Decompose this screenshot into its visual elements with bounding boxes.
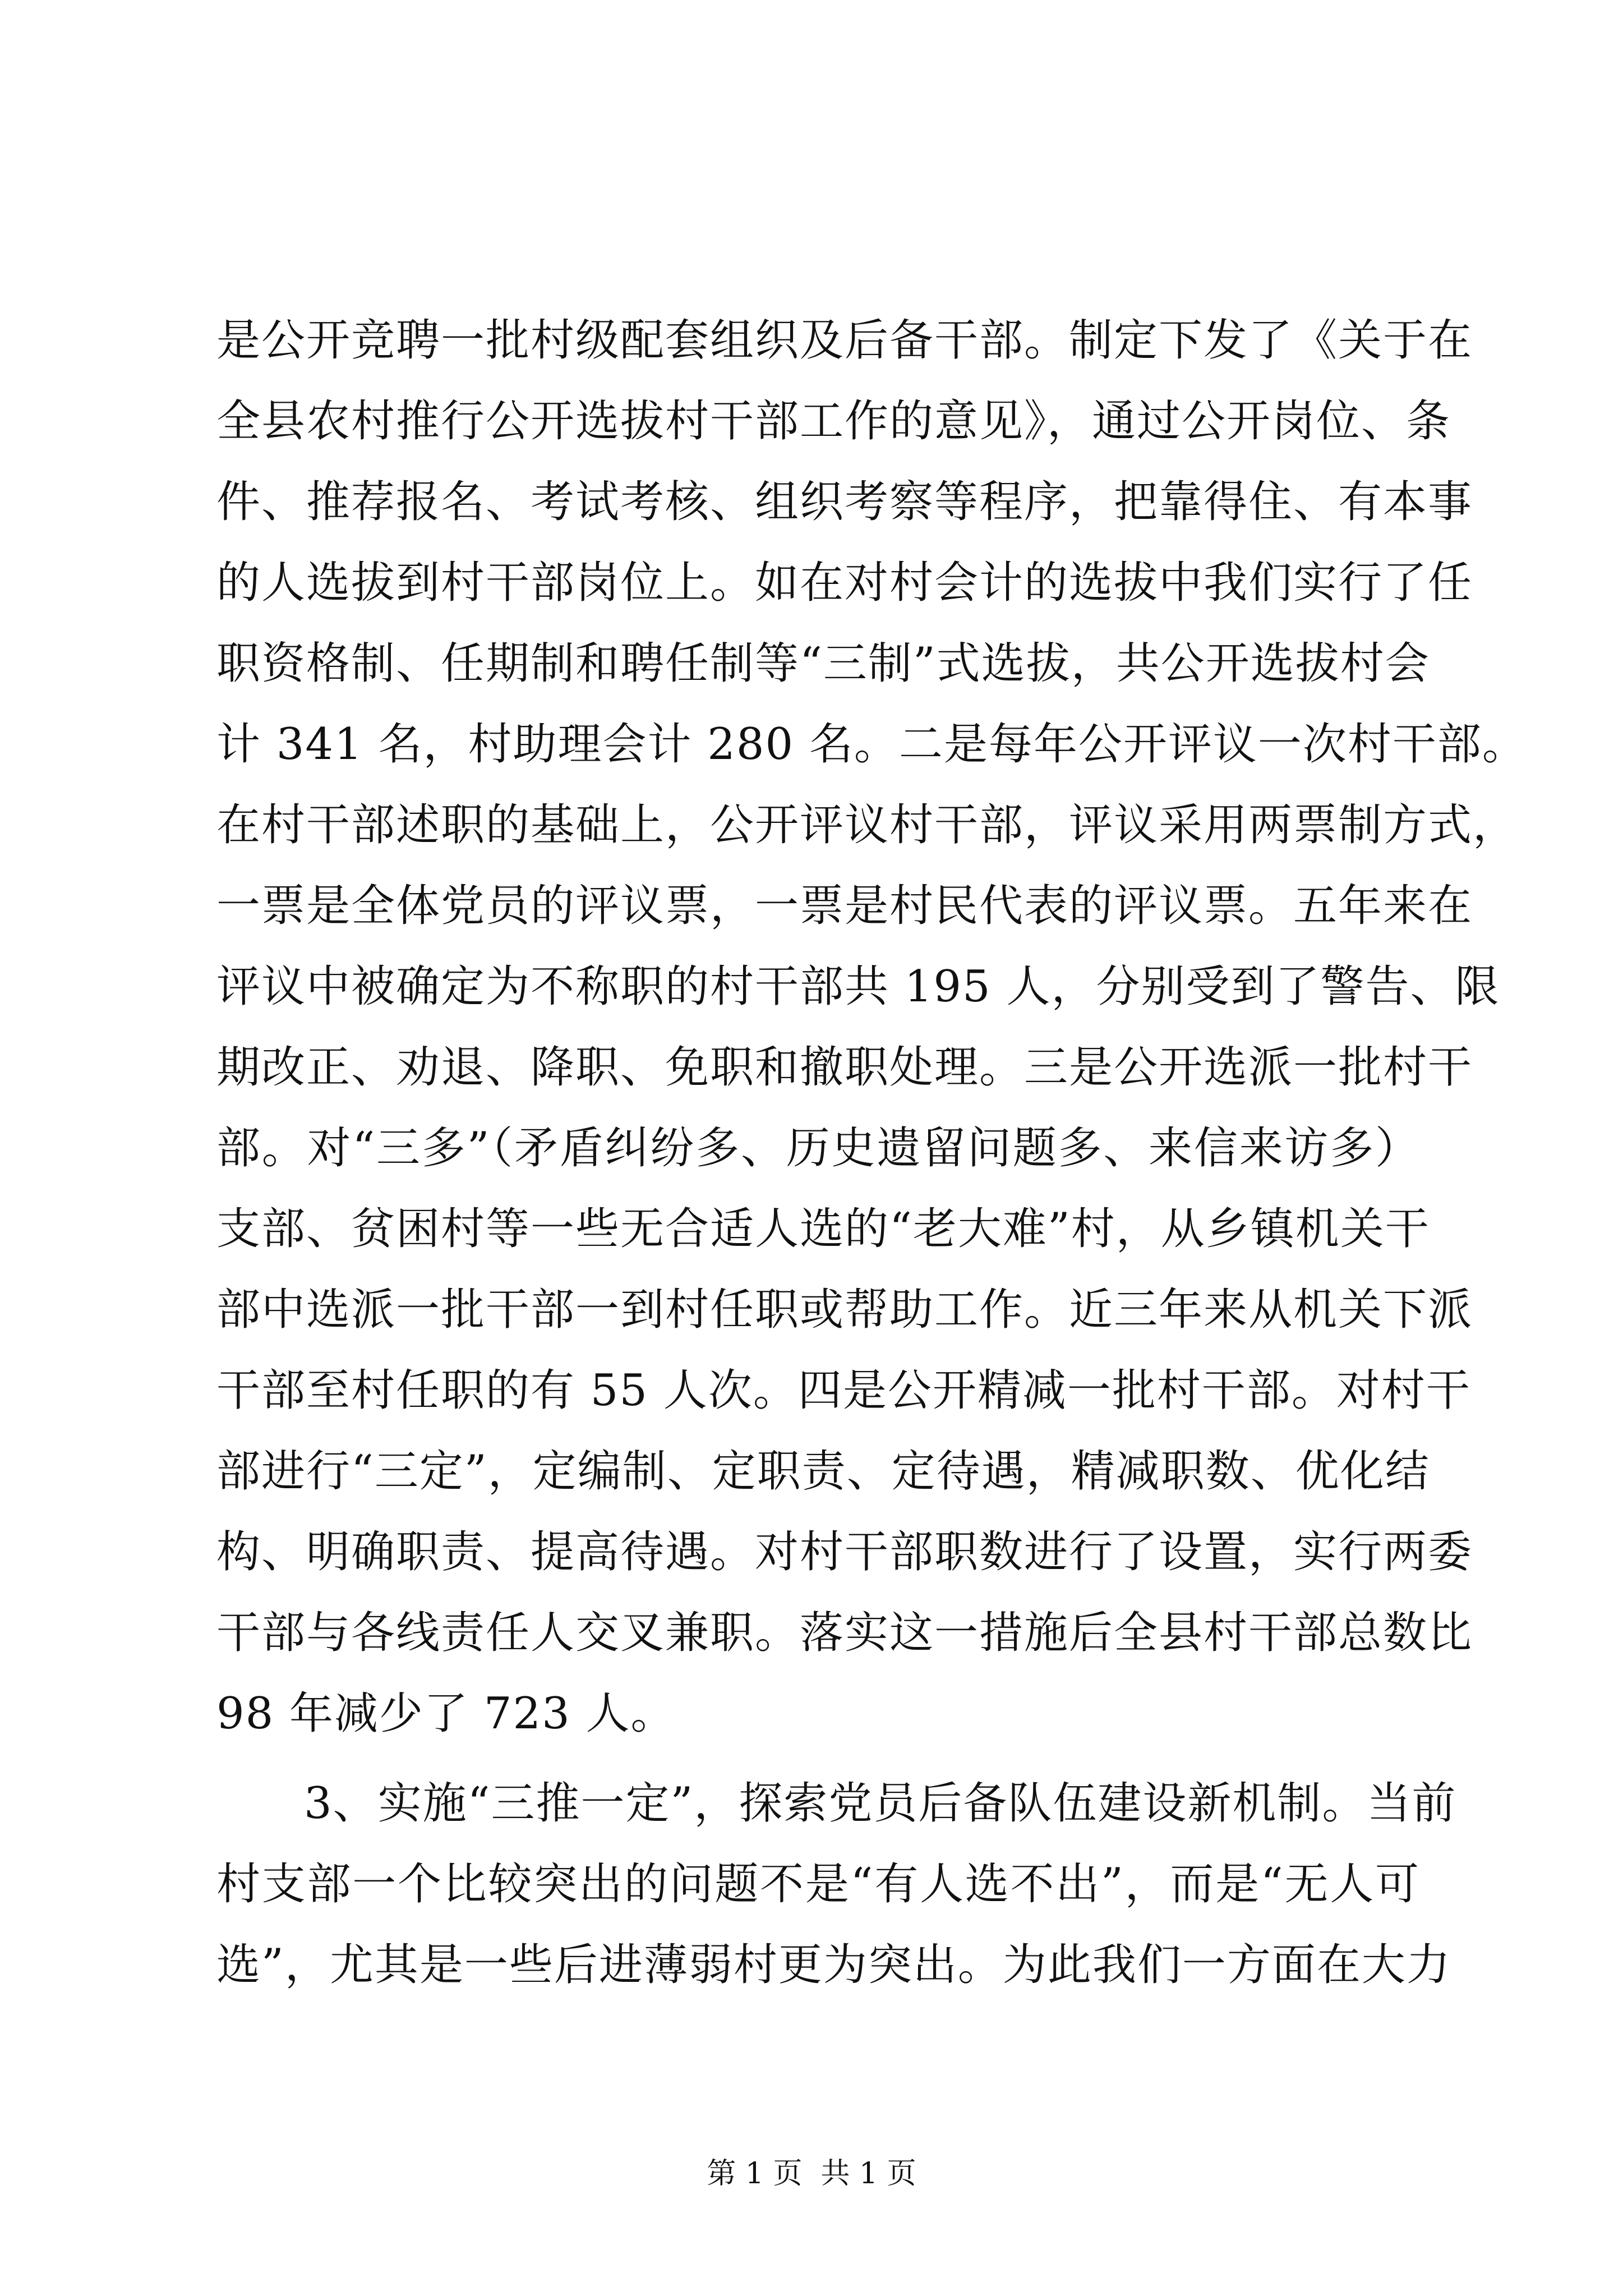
- text-line: 评议中被确定为不称职的村干部共 195 人，分别受到了警告、限: [216, 961, 1500, 1012]
- text-line: 部中选派一批干部一到村任职或帮助工作。近三年来从机关下派: [216, 1285, 1473, 1335]
- text-line: 村支部一个比较突出的问题不是“有人选不出”，而是“无人可: [216, 1859, 1420, 1910]
- text-line: 是公开竞聘一批村级配套组织及后备干部。制定下发了《关于在: [216, 315, 1473, 366]
- text-line: 构、明确职责、提高待遇。对村干部职数进行了设置，实行两委: [216, 1527, 1473, 1577]
- text-line: 的人选拔到村干部岗位上。如在对村会计的选拔中我们实行了任: [216, 558, 1473, 608]
- text-line: 部进行“三定”，定编制、定职责、定待遇，精减职数、优化结: [216, 1446, 1430, 1497]
- page-footer: [0, 2154, 1623, 2193]
- text-line: 选”，尤其是一些后进薄弱村更为突出。为此我们一方面在大力: [216, 1940, 1451, 1990]
- text-line: 一票是全体党员的评议票，一票是村民代表的评议票。五年来在: [216, 881, 1473, 931]
- page-number-label: 第 1 页 共 1 页: [707, 2157, 916, 2191]
- body-text: [216, 300, 1527, 2005]
- text-line: 期改正、劝退、降职、免职和撤职处理。三是公开选派一批村干: [216, 1042, 1473, 1093]
- text-line-paragraph-end: 98 年减少了 723 人。: [216, 1688, 676, 1739]
- text-line: 计 341 名，村助理会计 280 名。二是每年公开评议一次村干部。: [216, 719, 1527, 770]
- text-line: 干部与各线责任人交叉兼职。落实这一措施后全县村干部总数比: [216, 1608, 1473, 1658]
- text-line: 职资格制、任期制和聘任制等“三制”式选拔，共公开选拔村会: [216, 638, 1430, 689]
- text-line: 在村干部述职的基础上，公开评议村干部，评议采用两票制方式，: [216, 800, 1518, 850]
- text-line-paragraph-start: 3、实施“三推一定”，探索党员后备队伍建设新机制。当前: [304, 1778, 1457, 1829]
- text-line: 部。对“三多”（矛盾纠纷多、历史遗留问题多、来信来访多）: [216, 1123, 1420, 1174]
- text-line: 支部、贫困村等一些无合适人选的“老大难”村，从乡镇机关干: [216, 1204, 1430, 1254]
- text-line: 干部至村任职的有 55 人次。四是公开精减一批村干部。对村干: [216, 1365, 1471, 1416]
- text-line: 件、推荐报名、考试考核、组织考察等程序，把靠得住、有本事: [216, 477, 1473, 527]
- text-line: 全县农村推行公开选拔村干部工作的意见》，通过公开岗位、条: [216, 396, 1451, 447]
